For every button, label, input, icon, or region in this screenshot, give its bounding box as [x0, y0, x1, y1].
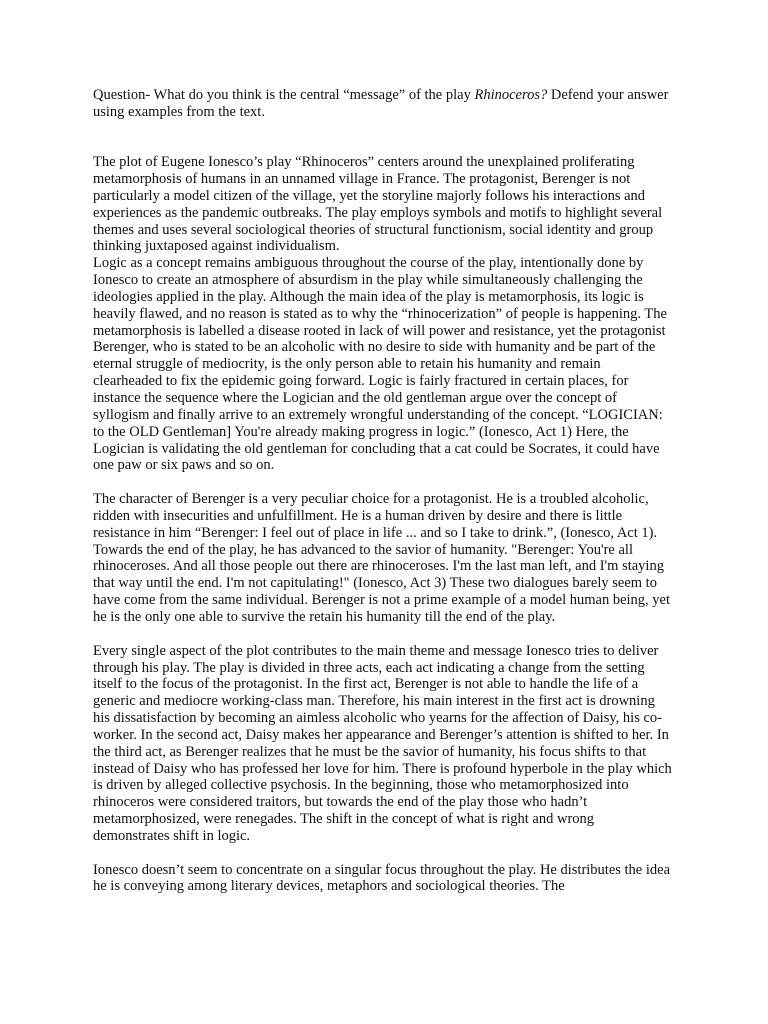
paragraph-berenger: The character of Berenger is a very peculiar choice for a protagonist. He is a troubled alcoholic, ridden with insecurities and unfulfillment. He is a human driven by desire and there is little resistance in him “Berenger: I feel out of place in life ... and so I take to drink.”, (Ionesco, Act 1). Towards the end of the play, he has advanced to the savior of humanity. "Berenger: You're all rhinoceroses. And all those people out there are rhinoceroses. I'm the last man left, and I'm staying that way until the end. I'm not capitulating!" (Ionesco, Act 3) These two dialogues barely seem to have come from the same individual. Berenger is not a prime example of a model human being, yet he is the only one able to survive the retain his humanity till the end of the play.	[93, 491, 670, 625]
paragraph-ionesco-focus: Ionesco doesn’t seem to concentrate on a singular focus throughout the play. He distributes the idea he is conveying among literary devices, metaphors and sociological theories. The	[93, 861, 671, 895]
paragraph-plot: The plot of Eugene Ionesco’s play “Rhinoceros” centers around the unexplained proliferating metamorphosis of humans in an unnamed village in France. The protagonist, Berenger is not particularly a model citizen of the village, yet the storyline majorly follows his interactions and experiences as the pandemic outbreaks. The play employs symbols and motifs to highlight several themes and uses several sociological theories of structural functionism, social identity and group thinking juxtaposed against individualism.	[93, 154, 663, 255]
play-title: Rhinoceros?	[474, 87, 548, 103]
essay-question	[93, 87, 672, 120]
paragraph-logic: Logic as a concept remains ambiguous throughout the course of the play, intentionally done by Ionesco to create an atmosphere of absurdism in the play while simultaneously challenging the ideologies applied in the play. Although the main idea of the play is metamorphosis, its logic is heavily flawed, and no reason is stated as to why the “rhinocerization” of people is happening. The metamorphosis is labelled a disease rooted in lack of will power and resistance, yet the protagonist Berenger, who is stated to be an alcoholic with no desire to side with humanity and be part of the eternal struggle of mediocrity, is the only person able to retain his humanity and remain clearheaded to fix the epidemic going forward. Logic is fairly fractured in certain places, for instance the sequence where the Logician and the old gentleman argue over the concept of syllogism and finally arrive to an extremely wrongful understanding of the concept. “LOGICIAN: to the OLD Gentleman] You're already making progress in logic.” (Ionesco, Act 1) Here, the Logician is validating the old gentleman for concluding that a cat could be Socrates, it could have one paw or six paws and so on.	[93, 255, 667, 474]
question-prefix: Question- What do you think is the central “message” of the play	[93, 87, 475, 103]
essay-body	[93, 154, 672, 895]
question-suffix: Defend your answer using examples from the text.	[93, 87, 669, 120]
paragraph-acts: Every single aspect of the plot contributes to the main theme and message Ionesco tries to deliver through his play. The play is divided in three acts, each act indicating a change from the setting itself to the focus of the protagonist. In the first act, Berenger is not able to handle the life of a generic and mediocre working-class man. Therefore, his main interest in the first act is drowning his dissatisfaction by becoming an aimless alcoholic who yearns for the affection of Daisy, his co-worker. In the second act, Daisy makes her appearance and Berenger’s attention is shifted to her. In the third act, as Berenger realizes that he must be the savior of humanity, his focus shifts to that instead of Daisy who has professed her love for him. There is profound hyperbole in the play which is driven by alleged collective psychosis. In the beginning, those who metamorphosized into rhinoceros were considered traitors, but towards the end of the play those who hadn’t metamorphosized, were renegades. The shift in the concept of what is right and wrong demonstrates shift in logic.	[93, 642, 672, 844]
